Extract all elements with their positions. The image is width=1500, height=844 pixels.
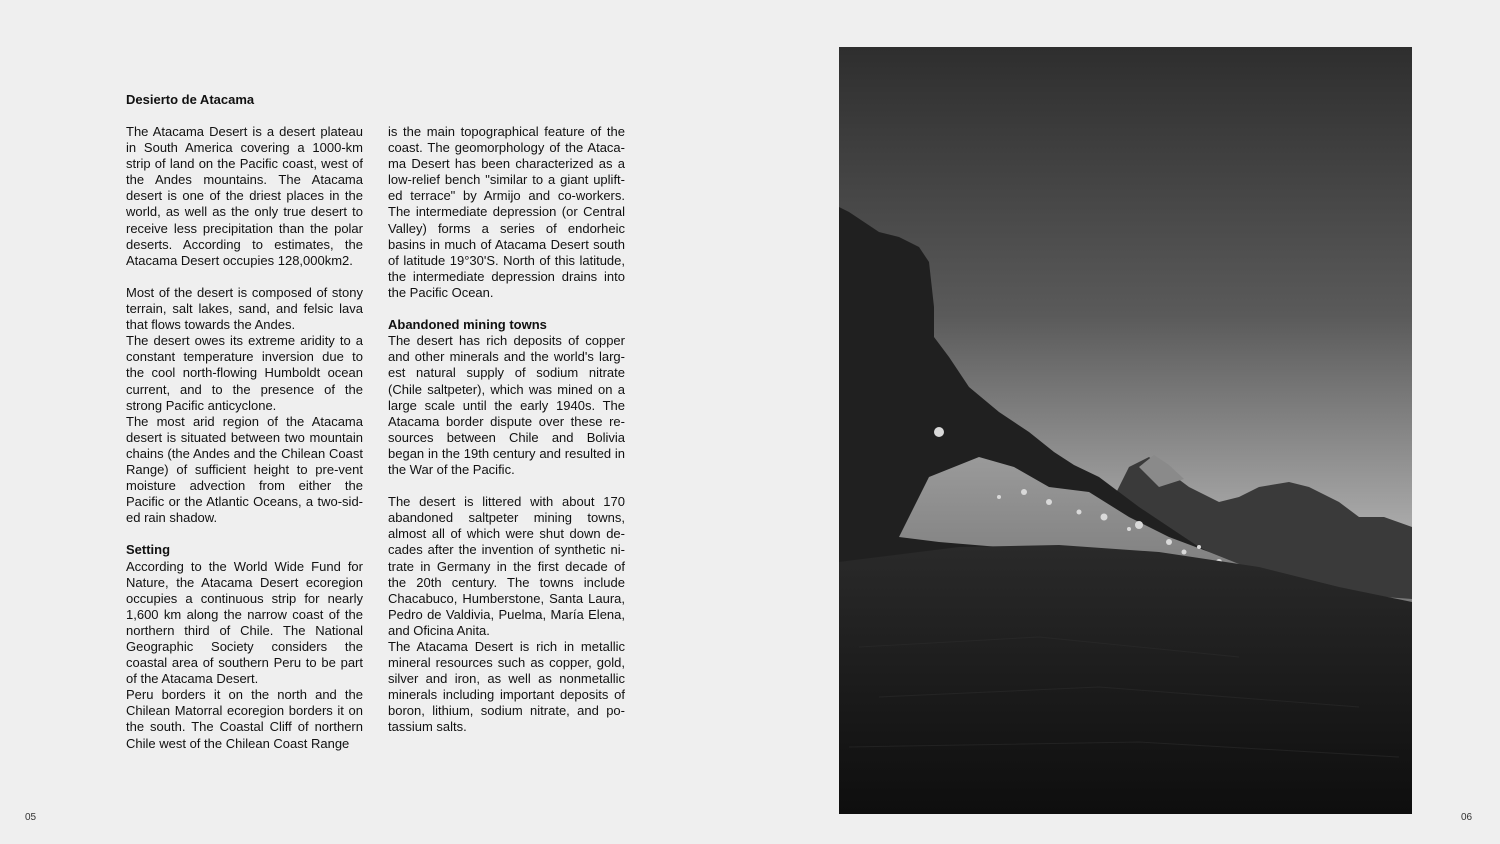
paragraph: The desert has rich deposits of copper and other minerals and the world's larg-est natural supply of sodium nitrate (Chile saltpeter), which was mined on a large scale until the early 1940s. The Atacama border dispute over these re-sources between Chile and Bolivia began in the 19th century and resulted in the War of the Pacific. bbox=[388, 333, 625, 477]
page-number-left: 05 bbox=[25, 812, 37, 823]
paragraph: The desert owes its extreme aridity to a constant temperature inversion due to the cool north-flowing Humboldt ocean current, and to the presence of the strong Pacific anticyclone. bbox=[126, 333, 363, 413]
page-number-right: 06 bbox=[1461, 812, 1473, 823]
paragraph: Peru borders it on the north and the Chilean Matorral ecoregion borders it on the south. The Coastal Cliff of northern Chile west of the Chilean Coast Range bbox=[126, 687, 363, 751]
text-column-right bbox=[388, 124, 625, 736]
article-title: Desierto de Atacama bbox=[126, 92, 255, 107]
paragraph: The desert is littered with about 170 abandoned saltpeter mining towns, almost all of which were shut down de-cades after the invention of synthetic ni-trate in Germany in the first decade of the 20th century. The towns include Chacabuco, Humberstone, Santa Laura, Pedro de Valdivia, Puelma, María Elena, and Oficina Anita. bbox=[388, 494, 625, 638]
paragraph: The Atacama Desert is a desert plateau in South America covering a 1000-km strip of land on the Pacific coast, west of the Andes mountains. The Atacama desert is one of the driest places in the world, as well as the only true desert to receive less precipitation than the polar deserts. According to estimates, the Atacama Desert occupies 128,000km2. bbox=[126, 124, 363, 268]
desert-photo bbox=[839, 47, 1412, 814]
desert-landscape-image bbox=[839, 47, 1412, 814]
paragraph: According to the World Wide Fund for Nature, the Atacama Desert ecoregion occupies a continuous strip for nearly 1,600 km along the narrow coast of the northern third of Chile. The National Geographic Society considers the coastal area of southern Peru to be part of the Atacama Desert. bbox=[126, 558, 363, 687]
text-column-left bbox=[126, 124, 363, 752]
paragraph: The Atacama Desert is rich in metallic mineral resources such as copper, gold, silver and iron, as well as nonmetallic minerals including important deposits of boron, lithium, sodium nitrate, and po-tassium salts. bbox=[388, 639, 625, 735]
section-heading-mining: Abandoned mining towns bbox=[388, 317, 547, 333]
section-heading-setting: Setting bbox=[126, 542, 171, 558]
paragraph: Most of the desert is composed of stony terrain, salt lakes, sand, and felsic lava that flows towards the Andes. bbox=[126, 284, 363, 333]
paragraph: is the main topographical feature of the coast. The geomorphology of the Ataca-ma Desert has been characterized as a low-relief bench "similar to a giant uplift-ed terrace" by Armijo and co-workers. The intermediate depression (or Central Valley) forms a series of endorheic basins in much of Atacama Desert south of latitude 19°30'S. North of this latitude, the intermediate depression drains into the Pacific Ocean. bbox=[388, 124, 625, 300]
paragraph: The most arid region of the Atacama desert is situated between two mountain chains (the Andes and the Chilean Coast Range) of sufficient height to pre-vent moisture advection from either the Pacific or the Atlantic Oceans, a two-sid-ed rain shadow. bbox=[126, 413, 363, 526]
